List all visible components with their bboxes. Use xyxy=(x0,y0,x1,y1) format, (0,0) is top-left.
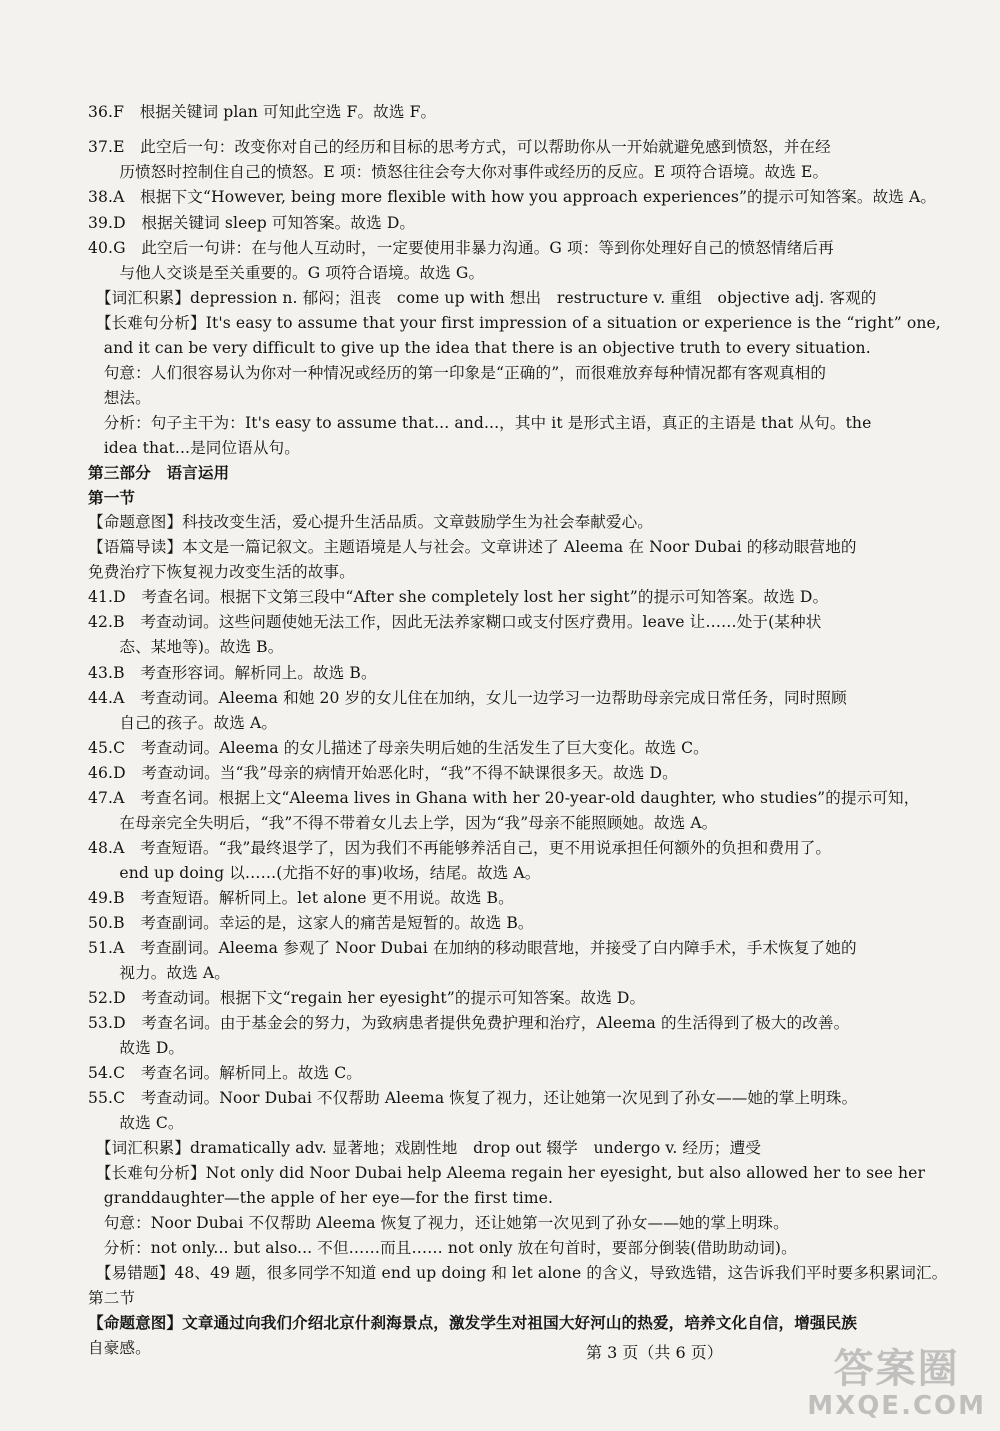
text-line: 46.D 考查动词。当“我”母亲的病情开始恶化时，“我”不得不缺课很多天。故选 D。 xyxy=(88,764,678,782)
text-line: 想法。 xyxy=(88,389,151,407)
text-line: 在母亲完全失明后，“我”不得不带着女儿去上学，因为“我”母亲不能照顾她。故选 A。 xyxy=(88,814,718,832)
text-line: granddaughter—the apple of her eye—for the first time. xyxy=(88,1189,554,1207)
text-line: 历愤怒时控制住自己的愤怒。E 项：愤怒往往会夸大你对事件或经历的反应。E 项符合语境。故选 E。 xyxy=(88,163,829,181)
watermark-top-text: 答案圈 xyxy=(833,1346,960,1392)
text-line: 态、某地等)。故选 B。 xyxy=(88,638,284,656)
text-line: 36.F 根据关键词 plan 可知此空选 F。故选 F。 xyxy=(88,103,437,121)
text-line: end up doing 以……(尤指不好的事)收场，结尾。故选 A。 xyxy=(88,864,541,882)
text-line: 视力。故选 A。 xyxy=(88,964,230,982)
text-line: 39.D 根据关键词 sleep 可知答案。故选 D。 xyxy=(88,214,416,232)
text-line: 52.D 考查动词。根据下文“regain her eyesight”的提示可知答案。故选 D。 xyxy=(88,989,646,1007)
text-line: 【语篇导读】本文是一篇记叙文。主题语境是人与社会。文章讲述了 Aleema 在 Noor Dubai 的移动眼营地的 xyxy=(88,538,857,556)
text-line: 故选 D。 xyxy=(88,1039,185,1057)
text-line: 自豪感。 xyxy=(88,1339,151,1357)
text-line: 54.C 考查名词。解析同上。故选 C。 xyxy=(88,1064,362,1082)
text-line: 故选 C。 xyxy=(88,1114,184,1132)
page-number-footer: 第 3 页（共 6 页） xyxy=(586,1343,723,1362)
text-line: 与他人交谈是至关重要的。G 项符合语境。故选 G。 xyxy=(88,264,485,282)
text-line: 45.C 考查动词。Aleema 的女儿描述了母亲失明后她的生活发生了巨大变化。故选 C。 xyxy=(88,739,709,757)
text-line: 41.D 考查名词。根据下文第三段中“After she completely lost her sight”的提示可知答案。故选 D。 xyxy=(88,588,829,606)
text-line: 【词汇积累】depression n. 郁闷；沮丧 come up with 想出 restructure v. 重组 objective adj. 客观的 xyxy=(88,289,877,307)
text-line: 自己的孩子。故选 A。 xyxy=(88,714,278,732)
text-line: 42.B 考查动词。这些问题使她无法工作，因此无法养家糊口或支付医疗费用。leave 让……处于(某种状 xyxy=(88,613,822,631)
text-line: 【命题意图】文章通过向我们介绍北京什刹海景点，激发学生对祖国大好河山的热爱，培养文化自信，增强民族 xyxy=(88,1313,857,1332)
text-line: 【词汇积累】dramatically adv. 显著地；戏剧性地 drop out 辍学 undergo v. 经历；遭受 xyxy=(88,1139,762,1157)
text-line: 【长难句分析】It's easy to assume that your first impression of a situation or experience is the “right” one, xyxy=(88,314,941,332)
text-line: 【命题意图】科技改变生活，爱心提升生活品质。文章鼓励学生为社会奉献爱心。 xyxy=(88,513,653,531)
text-line: and it can be very difficult to give up the idea that there is an objective truth to every situation. xyxy=(88,339,871,357)
text-line: 51.A 考查副词。Aleema 参观了 Noor Dubai 在加纳的移动眼营地，并接受了白内障手术，手术恢复了她的 xyxy=(88,939,857,957)
text-line: 44.A 考查动词。Aleema 和她 20 岁的女儿住在加纳，女儿一边学习一边帮助母亲完成日常任务，同时照顾 xyxy=(88,689,847,707)
text-line: 48.A 考查短语。“我”最终退学了，因为我们不再能够养活自己，更不用说承担任何额外的负担和费用了。 xyxy=(88,839,832,857)
text-line: 49.B 考查短语。解析同上。let alone 更不用说。故选 B。 xyxy=(88,889,514,907)
text-line: 句意：Noor Dubai 不仅帮助 Aleema 恢复了视力，还让她第一次见到了孙女——她的掌上明珠。 xyxy=(88,1214,789,1232)
text-line: idea that...是同位语从句。 xyxy=(88,439,300,457)
text-line: 53.D 考查名词。由于基金会的努力，为致病患者提供免费护理和治疗，Aleema 的生活得到了极大的改善。 xyxy=(88,1014,850,1032)
text-line: 37.E 此空后一句：改变你对自己的经历和目标的思考方式，可以帮助你从一开始就避免感到愤怒，并在经 xyxy=(88,138,831,156)
text-line: 第三部分 语言运用 xyxy=(88,463,230,482)
text-line: 【长难句分析】Not only did Noor Dubai help Aleema regain her eyesight, but also allowed her to see her xyxy=(88,1164,926,1182)
text-line: 【易错题】48、49 题，很多同学不知道 end up doing 和 let alone 的含义，导致选错，这告诉我们平时要多积累词汇。 xyxy=(88,1264,948,1282)
text-line: 分析：not only... but also... 不但……而且…… not only 放在句首时，要部分倒装(借助助动词)。 xyxy=(88,1239,797,1257)
text-line: 第一节 xyxy=(88,488,136,507)
site-watermark-logo xyxy=(807,1347,986,1421)
text-line: 47.A 考查名词。根据上文“Aleema lives in Ghana with her 20-year-old daughter, who studies”的提示可知， xyxy=(88,789,920,807)
text-line: 55.C 考查动词。Noor Dubai 不仅帮助 Aleema 恢复了视力，还让她第一次见到了孙女——她的掌上明珠。 xyxy=(88,1089,858,1107)
text-line: 免费治疗下恢复视力改变生活的故事。 xyxy=(88,563,355,581)
watermark-bottom-text: MXQE.COM xyxy=(807,1391,986,1421)
text-line: 分析：句子主干为：It's easy to assume that... and...，其中 it 是形式主语，真正的主语是 that 从句。the xyxy=(88,414,872,432)
text-line: 43.B 考查形容词。解析同上。故选 B。 xyxy=(88,664,377,682)
text-line: 50.B 考查副词。幸运的是，这家人的痛苦是短暂的。故选 B。 xyxy=(88,914,534,932)
text-line: 40.G 此空后一句讲：在与他人互动时，一定要使用非暴力沟通。G 项：等到你处理好自己的愤怒情绪后再 xyxy=(88,239,834,257)
text-line: 38.A 根据下文“However, being more flexible with how you approach experiences”的提示可知答案。故选 A。 xyxy=(88,188,937,206)
text-line: 句意：人们很容易认为你对一种情况或经历的第一印象是“正确的”，而很难放弃每种情况都有客观真相的 xyxy=(88,364,827,382)
text-line: 第二节 xyxy=(88,1289,136,1307)
